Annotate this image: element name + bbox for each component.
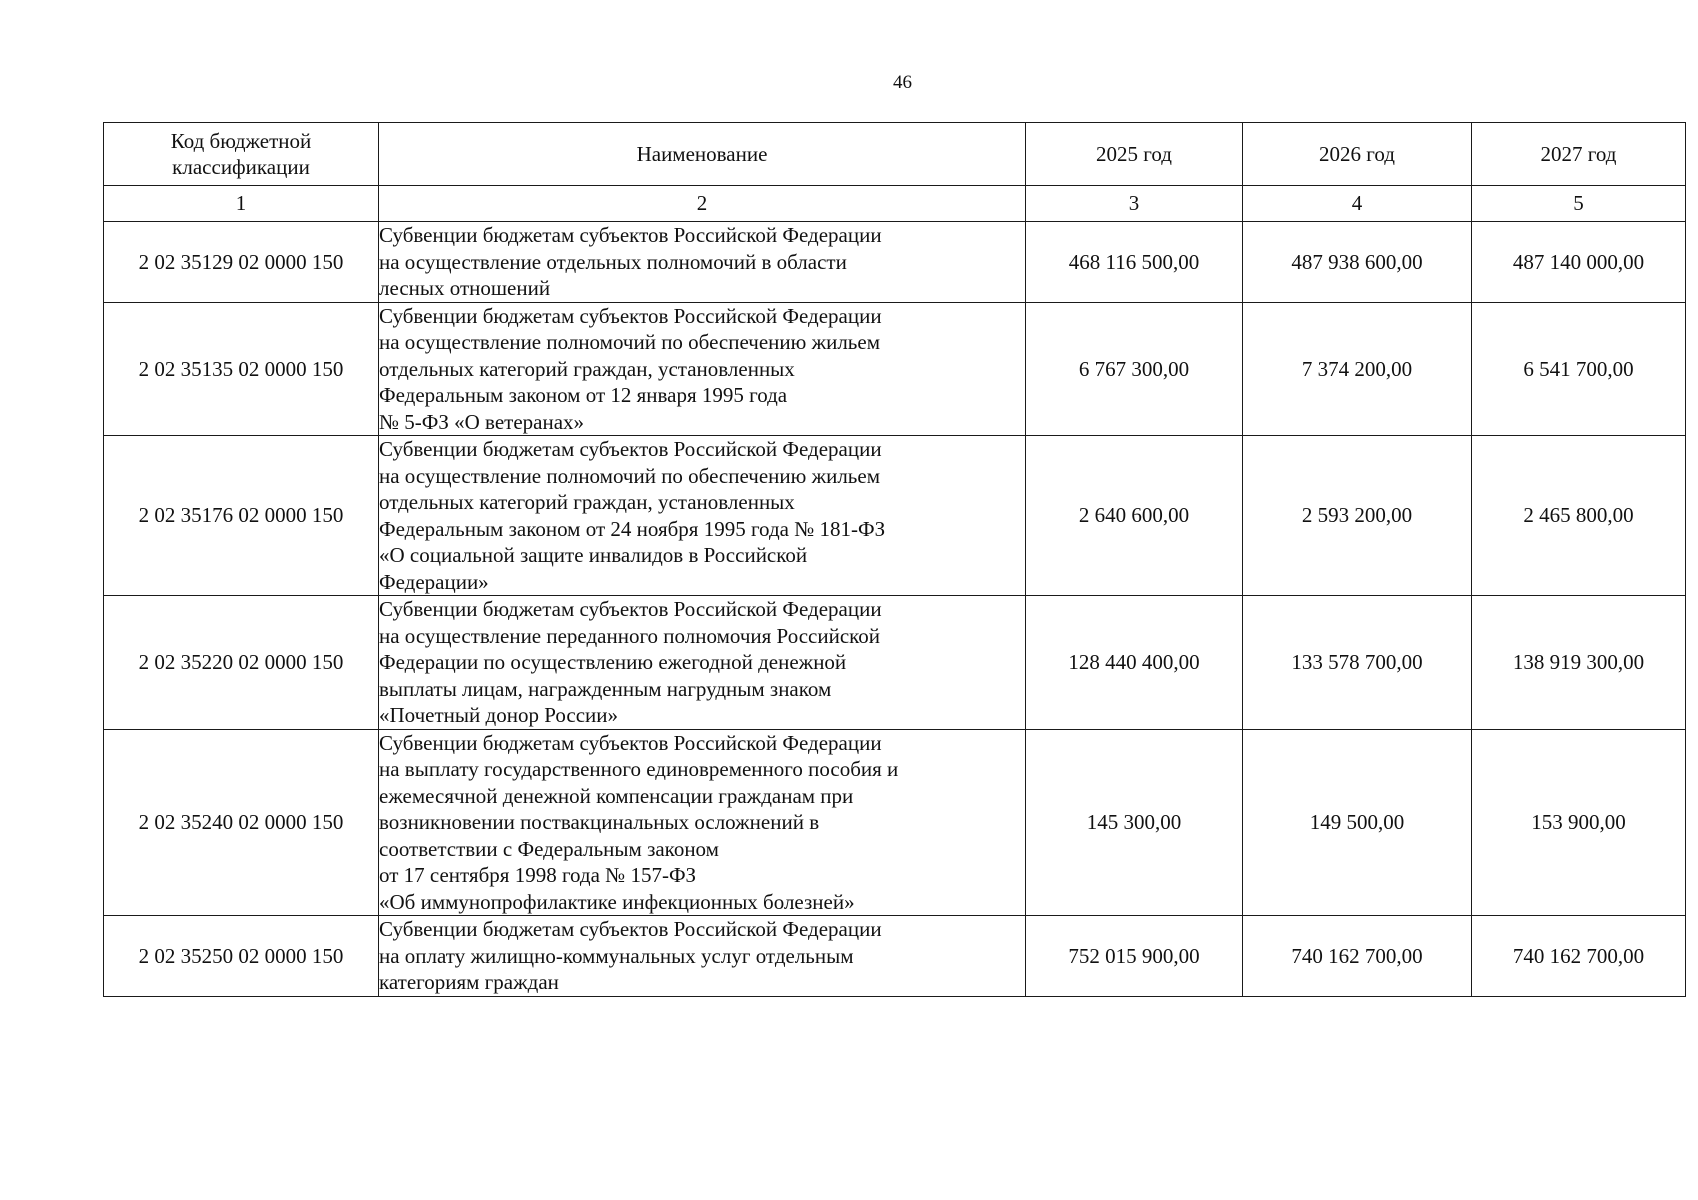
row-name (379, 596, 1026, 730)
row-name-line: Субвенции бюджетам субъектов Российской Федерации (379, 917, 882, 941)
row-name (379, 302, 1026, 436)
row-name (379, 436, 1026, 596)
row-name-line: Федеральным законом от 24 ноября 1995 года № 181-ФЗ (379, 516, 886, 541)
row-value-2026: 7 374 200,00 (1243, 302, 1472, 436)
row-code: 2 02 35220 02 0000 150 (104, 596, 379, 730)
header-2025: 2025 год (1026, 123, 1243, 186)
row-name-line: № 5-ФЗ «О ветеранах» (379, 409, 585, 434)
row-name-line: на осуществление полномочий по обеспечению жильем (379, 463, 880, 488)
table-row (104, 729, 1686, 916)
column-number: 2 (379, 186, 1026, 222)
row-name-line: соответствии с Федеральным законом (379, 836, 719, 861)
header-code (104, 123, 379, 186)
header-name: Наименование (379, 123, 1026, 186)
row-code: 2 02 35250 02 0000 150 (104, 916, 379, 997)
row-name-line: Субвенции бюджетам субъектов Российской Федерации (379, 437, 882, 461)
row-name-line: на осуществление отдельных полномочий в области (379, 249, 847, 274)
row-value-2025: 752 015 900,00 (1026, 916, 1243, 997)
row-name-line: отдельных категорий граждан, установленных (379, 490, 795, 514)
row-name-line: возникновении поствакцинальных осложнений в (379, 810, 820, 834)
budget-table (103, 122, 1686, 997)
row-name-line: Субвенции бюджетам субъектов Российской Федерации (379, 597, 882, 621)
table-body (104, 222, 1686, 997)
row-name (379, 222, 1026, 303)
row-code: 2 02 35129 02 0000 150 (104, 222, 379, 303)
row-value-2026: 740 162 700,00 (1243, 916, 1472, 997)
row-value-2026: 2 593 200,00 (1243, 436, 1472, 596)
header-code-line: классификации (172, 155, 310, 179)
row-value-2025: 468 116 500,00 (1026, 222, 1243, 303)
column-number-row (104, 186, 1686, 222)
column-number: 5 (1472, 186, 1686, 222)
row-value-2027: 153 900,00 (1472, 729, 1686, 916)
row-name-line: Федерации по осуществлению ежегодной денежной (379, 650, 847, 674)
row-value-2025: 6 767 300,00 (1026, 302, 1243, 436)
row-name-line: ежемесячной денежной компенсации гражданам при (379, 783, 854, 808)
header-code-line: Код бюджетной (170, 128, 312, 153)
row-value-2025: 145 300,00 (1026, 729, 1243, 916)
row-name-line: Федерации» (379, 569, 489, 594)
row-value-2027: 6 541 700,00 (1472, 302, 1686, 436)
row-value-2026: 133 578 700,00 (1243, 596, 1472, 730)
table-row (104, 916, 1686, 997)
table-row (104, 436, 1686, 596)
row-value-2027: 138 919 300,00 (1472, 596, 1686, 730)
row-name-line: «О социальной защите инвалидов в Российской (379, 543, 808, 567)
table-row (104, 222, 1686, 303)
row-name-line: «Почетный донор России» (379, 703, 618, 727)
header-2026: 2026 год (1243, 123, 1472, 186)
row-name-line: на выплату государственного единовременного пособия и (379, 757, 899, 781)
row-value-2027: 740 162 700,00 (1472, 916, 1686, 997)
row-value-2027: 487 140 000,00 (1472, 222, 1686, 303)
row-name (379, 916, 1026, 997)
row-code: 2 02 35135 02 0000 150 (104, 302, 379, 436)
row-value-2027: 2 465 800,00 (1472, 436, 1686, 596)
row-value-2025: 128 440 400,00 (1026, 596, 1243, 730)
column-number: 1 (104, 186, 379, 222)
row-name-line: Федеральным законом от 12 января 1995 года (379, 383, 788, 407)
row-name-line: на осуществление полномочий по обеспечению жильем (379, 330, 880, 354)
row-name-line: «Об иммунопрофилактике инфекционных болезней» (379, 889, 855, 914)
row-name-line: лесных отношений (379, 276, 551, 300)
row-name-line: на оплату жилищно-коммунальных услуг отдельным (379, 943, 854, 968)
row-name-line: Субвенции бюджетам субъектов Российской Федерации (379, 730, 882, 755)
header-2027: 2027 год (1472, 123, 1686, 186)
table-row (104, 596, 1686, 730)
header-row (104, 123, 1686, 186)
page-number: 46 (893, 72, 912, 93)
row-name (379, 729, 1026, 916)
row-name-line: Субвенции бюджетам субъектов Российской Федерации (379, 223, 882, 247)
row-name-line: категориям граждан (379, 970, 559, 994)
table-row (104, 302, 1686, 436)
row-code: 2 02 35240 02 0000 150 (104, 729, 379, 916)
row-name-line: выплаты лицам, награжденным нагрудным знаком (379, 676, 832, 701)
row-value-2026: 149 500,00 (1243, 729, 1472, 916)
row-name-line: отдельных категорий граждан, установленных (379, 356, 795, 381)
row-name-line: Субвенции бюджетам субъектов Российской Федерации (379, 303, 882, 328)
row-value-2026: 487 938 600,00 (1243, 222, 1472, 303)
row-name-line: от 17 сентября 1998 года № 157-ФЗ (379, 863, 697, 887)
column-number: 4 (1243, 186, 1472, 222)
row-value-2025: 2 640 600,00 (1026, 436, 1243, 596)
row-name-line: на осуществление переданного полномочия Российской (379, 623, 881, 648)
row-code: 2 02 35176 02 0000 150 (104, 436, 379, 596)
column-number: 3 (1026, 186, 1243, 222)
